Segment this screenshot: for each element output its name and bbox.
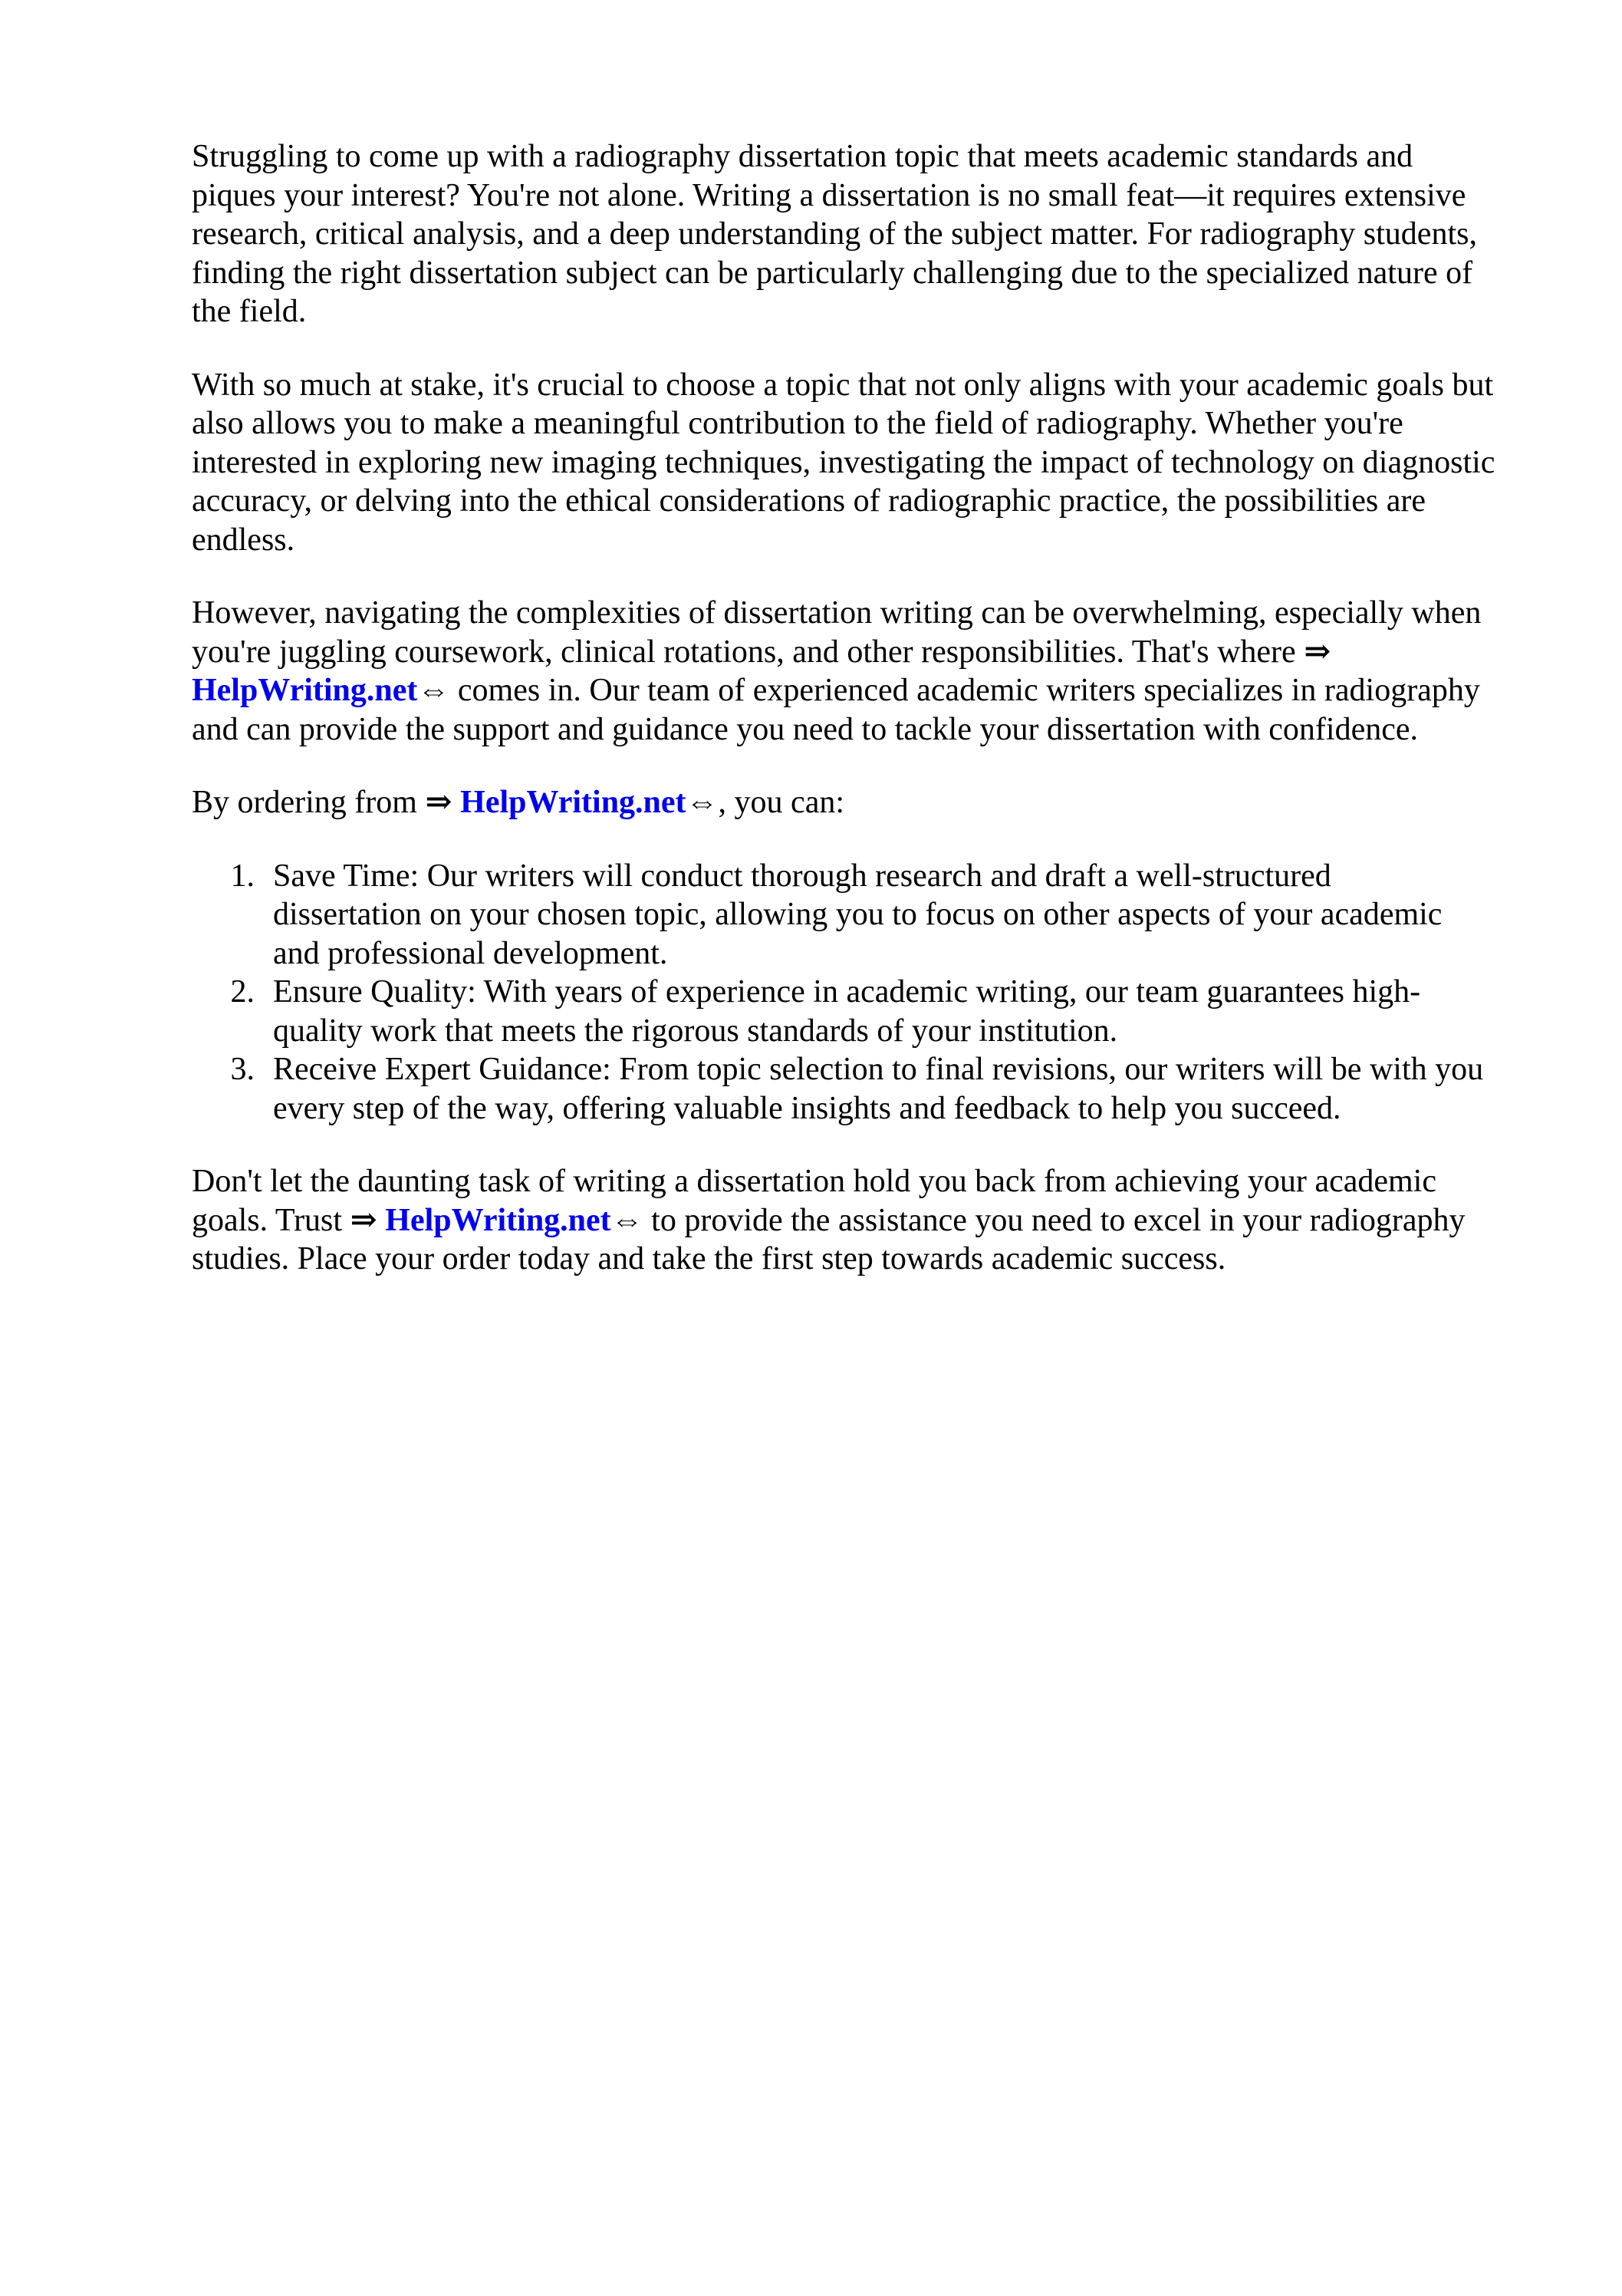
text-line: studies. Place your order today and take the first step towards academic success.	[192, 1241, 1226, 1276]
text-line: endless.	[192, 522, 295, 558]
text-line: Receive Expert Guidance: From topic selection to final revisions, our writers will be with you	[273, 1052, 1484, 1087]
arrow-both-icon: ⇔	[686, 785, 719, 820]
arrow-right-icon: ⇒	[1304, 634, 1331, 670]
text-line: piques your interest? You're not alone. Writing a dissertation is no small feat—it requires extensive	[192, 177, 1466, 213]
helpwriting-link[interactable]: HelpWriting.net	[460, 785, 686, 820]
text-segment: to provide the assistance you need to excel in your radiography	[643, 1202, 1466, 1238]
paragraph-ordering	[192, 783, 1526, 822]
text-line	[192, 633, 1526, 672]
list-number: 1.	[230, 858, 255, 894]
text-line: Save Time: Our writers will conduct thorough research and draft a well-structured	[273, 858, 1331, 894]
text-line: interested in exploring new imaging techniques, investigating the impact of technology on diagnostic	[192, 444, 1495, 480]
list-item	[192, 973, 1526, 1050]
arrow-both-icon: ⇔	[610, 1202, 643, 1238]
list-number: 3.	[230, 1052, 255, 1087]
text-line: every step of the way, offering valuable insights and feedback to help you succeed.	[273, 1090, 1341, 1126]
text-segment: goals. Trust	[192, 1202, 350, 1238]
paragraph-however	[192, 594, 1526, 749]
text-line: and professional development.	[273, 935, 668, 971]
text-segment: comes in. Our team of experienced academic writers specializes in radiography	[449, 673, 1480, 708]
paragraph-closing	[192, 1162, 1526, 1279]
benefits-list	[192, 857, 1526, 1128]
paragraph-stakes	[192, 366, 1526, 560]
text-line	[192, 1201, 1526, 1240]
text-line: Ensure Quality: With years of experience in academic writing, our team guarantees high-	[273, 974, 1421, 1010]
text-line: research, critical analysis, and a deep understanding of the subject matter. For radiography students,	[192, 216, 1477, 252]
text-line	[192, 671, 1526, 710]
text-segment: , you can:	[718, 785, 844, 820]
text-line: the field.	[192, 294, 307, 329]
text-line: Struggling to come up with a radiography dissertation topic that meets academic standards and	[192, 139, 1413, 174]
text-line: finding the right dissertation subject can be particularly challenging due to the specialized nature of	[192, 255, 1473, 291]
arrow-right-icon: ⇒	[350, 1202, 377, 1238]
arrow-both-icon: ⇔	[417, 673, 450, 708]
text-segment: By ordering from	[192, 785, 426, 820]
paragraph-intro	[192, 137, 1526, 331]
list-number: 2.	[230, 974, 255, 1010]
text-segment: you're juggling coursework, clinical rotations, and other responsibilities. That's where	[192, 634, 1305, 670]
text-line: Don't let the daunting task of writing a dissertation hold you back from achieving your academic	[192, 1164, 1436, 1199]
text-line: dissertation on your chosen topic, allowing you to focus on other aspects of your academic	[273, 897, 1443, 932]
text-line: However, navigating the complexities of dissertation writing can be overwhelming, especially when	[192, 595, 1482, 631]
text-line: quality work that meets the rigorous standards of your institution.	[273, 1013, 1118, 1049]
helpwriting-link[interactable]: HelpWriting.net	[192, 673, 418, 708]
arrow-right-icon: ⇒	[425, 785, 452, 820]
text-line	[192, 783, 1526, 822]
text-line: and can provide the support and guidance you need to tackle your dissertation with confidence.	[192, 711, 1418, 747]
helpwriting-link[interactable]: HelpWriting.net	[385, 1202, 611, 1238]
document-body	[192, 137, 1526, 1313]
list-item	[192, 1050, 1526, 1128]
text-line: With so much at stake, it's crucial to choose a topic that not only aligns with your academic goals but	[192, 367, 1494, 403]
text-line: accuracy, or delving into the ethical considerations of radiographic practice, the possibilities are	[192, 483, 1426, 519]
list-item	[192, 857, 1526, 973]
text-line: also allows you to make a meaningful contribution to the field of radiography. Whether you're	[192, 406, 1403, 441]
